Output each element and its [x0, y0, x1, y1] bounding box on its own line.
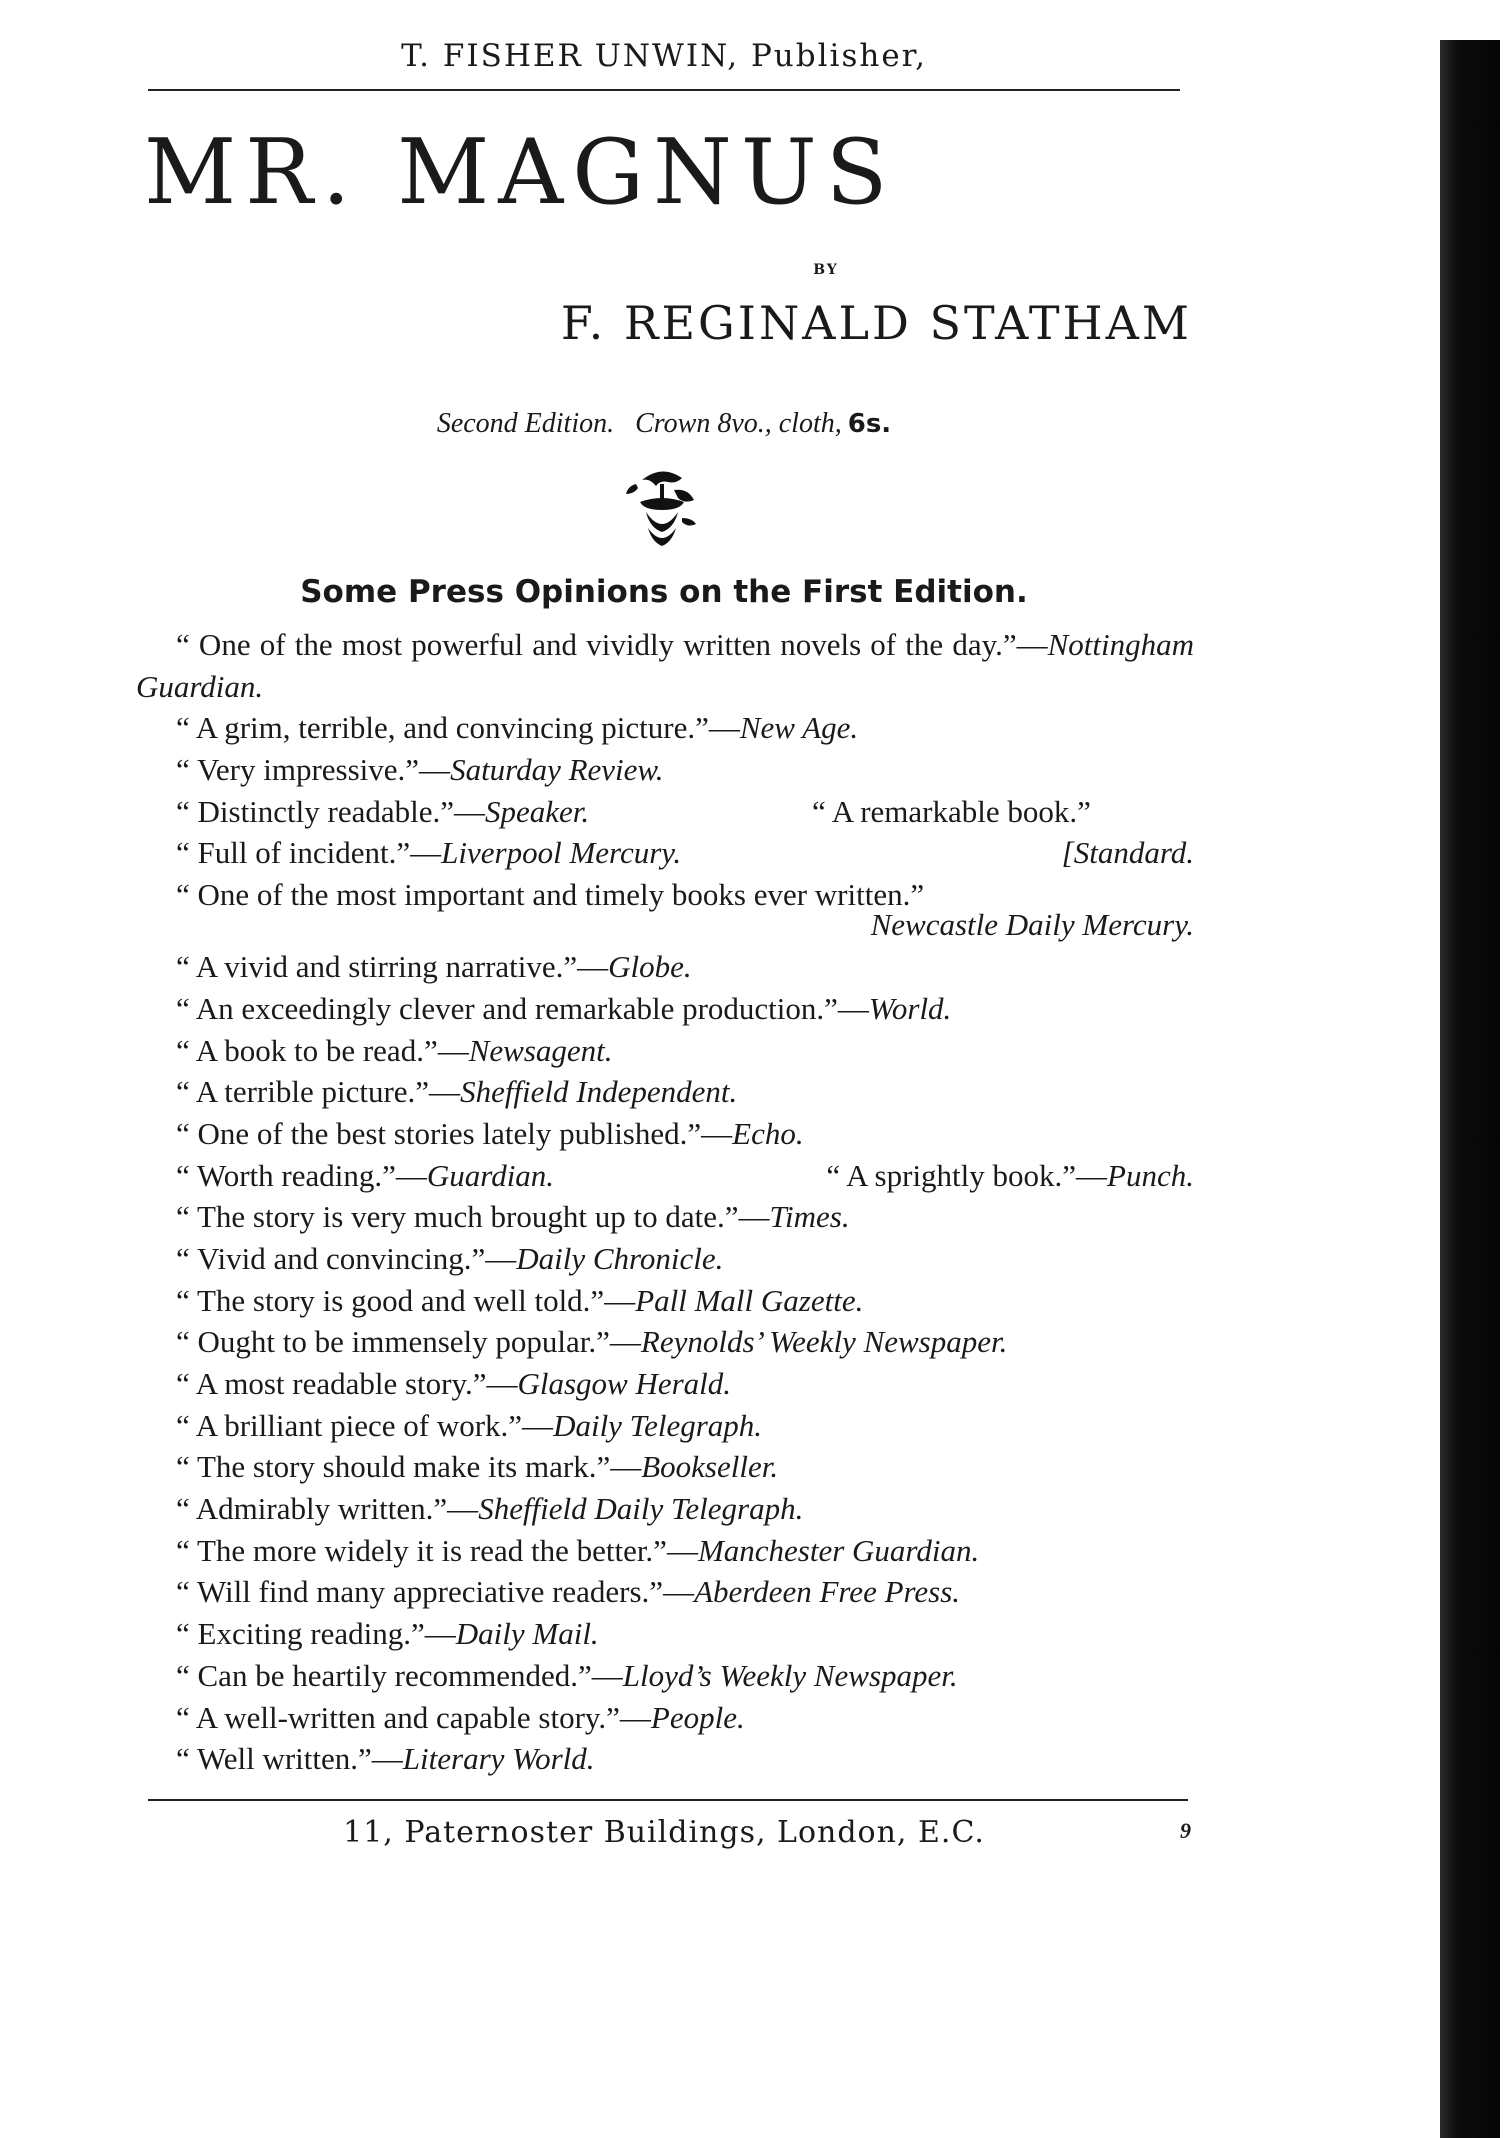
quote-line [136, 1280, 1194, 1322]
quote-source: Liverpool Mercury. [441, 835, 682, 871]
quote-source: Sheffield Daily Telegraph. [478, 1491, 804, 1527]
edition-line [148, 408, 1180, 440]
quote-text: “ A vivid and stirring narrative.”— [176, 949, 609, 985]
quote-line [136, 1405, 1194, 1447]
quote-source: Aberdeen Free Press. [694, 1574, 961, 1610]
quote-text: “ Well written.”— [176, 1741, 403, 1777]
quote-line [136, 1530, 1194, 1572]
quote-line [136, 1655, 1194, 1697]
quote-text: “ Worth reading.”— [176, 1157, 427, 1193]
quote-line [136, 1155, 1194, 1197]
quote-line [136, 1571, 1194, 1613]
quote-line [136, 1030, 1194, 1072]
quote-line [136, 1613, 1194, 1655]
quote-line [136, 624, 1194, 707]
quote-line [136, 1238, 1194, 1280]
quote-text: “ Very impressive.”— [176, 752, 451, 788]
quote-text: “ The more widely it is read the better.”— [176, 1532, 698, 1568]
quote-source: World. [868, 990, 952, 1026]
quote-text: “ Admirably written.”— [176, 1491, 479, 1527]
quote-line [136, 1196, 1194, 1238]
quote-text: “ Vivid and convincing.”— [176, 1240, 517, 1276]
quote-text: “ The story should make its mark.”— [176, 1449, 642, 1485]
quote-text: “ The story is good and well told.”— [176, 1282, 636, 1318]
quote-source: Nottingham Guardian. [136, 627, 1194, 704]
quote-source: Times. [769, 1199, 850, 1235]
quote-source: Daily Telegraph. [553, 1407, 763, 1443]
quote-line [136, 1113, 1194, 1155]
quote-source: Literary World. [402, 1741, 595, 1777]
quote-source: Sheffield Independent. [460, 1074, 738, 1110]
quote-source: Newsagent. [468, 1032, 613, 1068]
quote-text: “ An exceedingly clever and remarkable production.”— [176, 990, 869, 1026]
quote-source: Daily Mail. [455, 1616, 599, 1652]
quote-source: Punch. [1107, 1157, 1194, 1193]
quote-line [136, 1697, 1194, 1739]
quote-text: “ Distinctly readable.”— [176, 793, 486, 829]
quote-text: “ A book to be read.”— [176, 1032, 469, 1068]
edition-text: Second Edition. Crown 8vo., cloth, [436, 408, 842, 439]
quote-text: “ Full of incident.”— [176, 835, 442, 871]
running-head: T. FISHER UNWIN, Publisher, [401, 38, 927, 74]
quote-line [136, 832, 1194, 874]
quote-text: “ One of the most important and timely books ever written.” [176, 877, 925, 913]
quote-text: “ The story is very much brought up to date.”— [176, 1199, 770, 1235]
quote-line [136, 988, 1194, 1030]
price: 6s. [847, 409, 892, 439]
book-spine-shadow [1440, 40, 1500, 2138]
quote-text: “ One of the best stories lately published.”— [176, 1115, 733, 1151]
quote-line [136, 946, 1194, 988]
book-title: MR. MAGNUS [144, 120, 897, 225]
quote-secondary [826, 1155, 1194, 1197]
quote-source: New Age. [739, 710, 859, 746]
top-rule [148, 89, 1180, 91]
quote-text: “ A well-written and capable story.”— [176, 1699, 651, 1735]
bottom-rule [148, 1799, 1188, 1801]
quote-source: Manchester Guardian. [697, 1532, 980, 1568]
quote-source: Newcastle Daily Mercury. [870, 907, 1194, 943]
quote-source: Reynolds’ Weekly Newspaper. [640, 1324, 1008, 1360]
quote-source: Daily Chronicle. [516, 1240, 724, 1276]
signature-mark: 9 [1180, 1818, 1191, 1843]
quote-line [136, 1488, 1194, 1530]
quote-text: “ A remarkable book.” [812, 793, 1091, 829]
quote-line [136, 1321, 1194, 1363]
quote-source: Lloyd’s Weekly Newspaper. [622, 1657, 958, 1693]
quote-source: Speaker. [485, 793, 590, 829]
press-quotes-list [136, 624, 1194, 1780]
quote-text: “ One of the most powerful and vividly written novels of the day.”— [176, 627, 1048, 662]
quote-source: Globe. [608, 949, 692, 985]
quote-source: Pall Mall Gazette. [635, 1282, 864, 1318]
quote-line [136, 1738, 1194, 1780]
quote-text: “ Will find many appreciative readers.”— [176, 1574, 695, 1610]
quote-text: “ A most readable story.”— [176, 1366, 518, 1402]
quote-line [136, 1446, 1194, 1488]
quote-text: “ A terrible picture.”— [176, 1074, 461, 1110]
quote-source: Glasgow Herald. [517, 1366, 732, 1402]
quote-source: Echo. [732, 1115, 804, 1151]
quote-text: “ A brilliant piece of work.”— [176, 1407, 554, 1443]
quote-source: People. [650, 1699, 745, 1735]
quote-text: “ A sprightly book.”— [826, 1157, 1108, 1193]
quote-line [136, 874, 1194, 946]
quote-line [136, 707, 1194, 749]
quote-line [136, 1071, 1194, 1113]
by-label: BY [813, 262, 839, 278]
quote-line [136, 1363, 1194, 1405]
quote-source: [Standard. [1061, 835, 1194, 871]
quote-source: Bookseller. [641, 1449, 779, 1485]
quote-text: “ Can be heartily recommended.”— [176, 1657, 623, 1693]
quote-text: “ A grim, terrible, and convincing picture.”— [176, 710, 740, 746]
author-name: F. REGINALD STATHAM [560, 296, 1192, 350]
quote-text: “ Ought to be immensely popular.”— [176, 1324, 641, 1360]
quote-source: Guardian. [426, 1157, 555, 1193]
press-opinions-heading: Some Press Opinions on the First Edition. [300, 574, 1028, 610]
quote-line [136, 749, 1194, 791]
quote-source: Saturday Review. [450, 752, 664, 788]
quote-line [136, 791, 1194, 833]
quote-text: “ Exciting reading.”— [176, 1616, 456, 1652]
floral-ornament-icon [622, 466, 702, 548]
publisher-address: 11, Paternoster Buildings, London, E.C. [343, 1815, 985, 1850]
